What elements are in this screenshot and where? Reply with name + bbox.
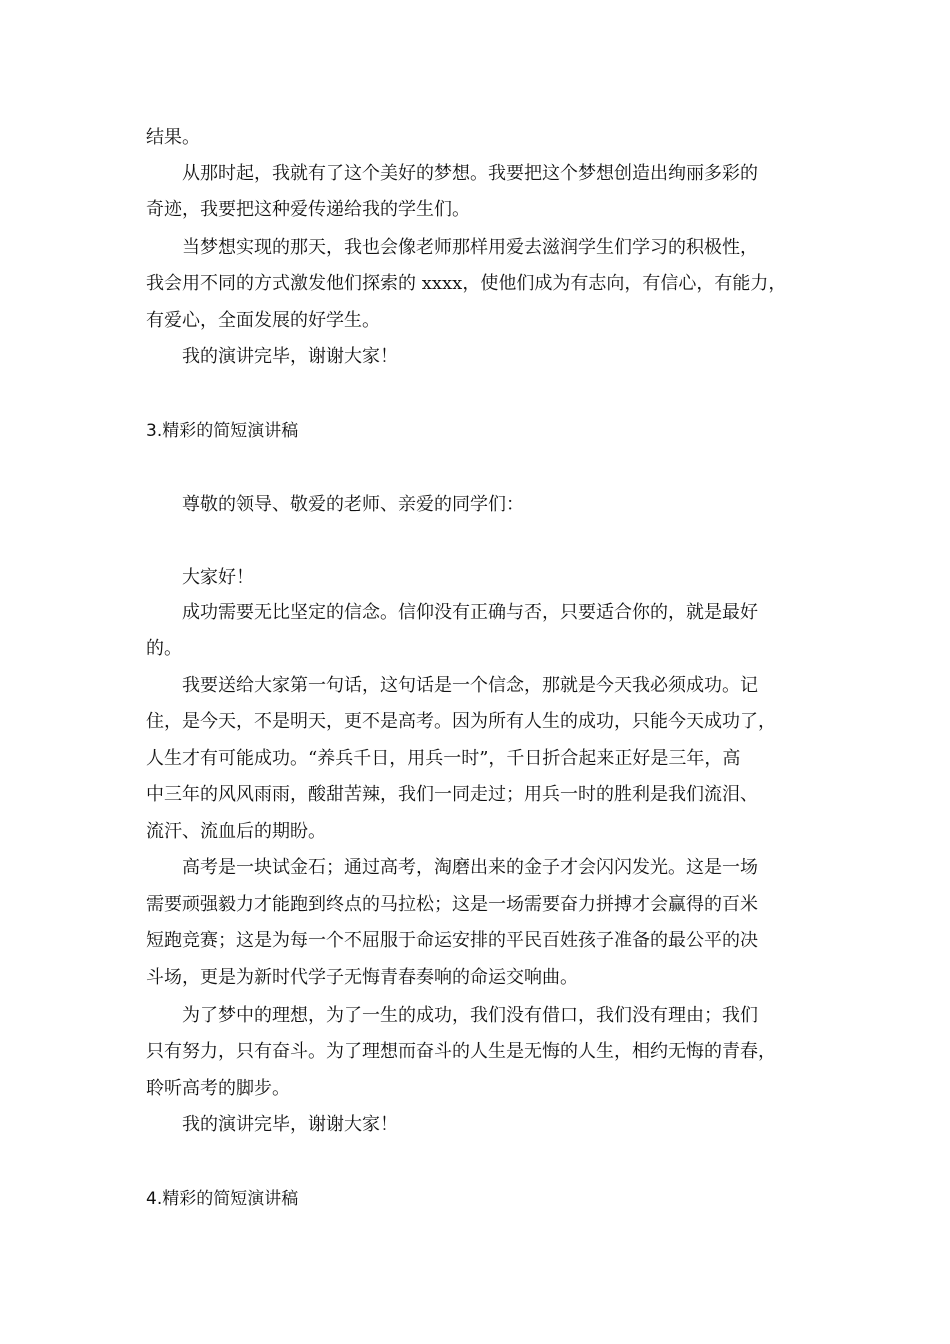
paragraph-line: 短跑竞赛；这是为每一个不屈服于命运安排的平民百姓孩子准备的最公平的决: [146, 930, 758, 951]
paragraph-line: 斗场，更是为新时代学子无悔青春奏响的命运交响曲。: [146, 967, 578, 988]
paragraph-line: 需要顽强毅力才能跑到终点的马拉松；这是一场需要奋力拼搏才会赢得的百米: [146, 894, 758, 915]
paragraph-line: 结果。: [146, 127, 200, 148]
paragraph-line: 流汗、流血后的期盼。: [146, 821, 326, 842]
paragraph-line: 聆听高考的脚步。: [146, 1078, 290, 1099]
paragraph-line: 中三年的风风雨雨，酸甜苦辣，我们一同走过；用兵一时的胜利是我们流泪、: [146, 784, 758, 805]
paragraph-line: 从那时起，我就有了这个美好的梦想。我要把这个梦想创造出绚丽多彩的: [182, 163, 758, 184]
paragraph-line: 我会用不同的方式激发他们探索的 xxxx，使他们成为有志向，有信心，有能力，: [146, 273, 787, 294]
closing-line: 我的演讲完毕，谢谢大家！: [182, 346, 398, 367]
paragraph-line: 人生才有可能成功。“养兵千日，用兵一时”，千日折合起来正好是三年，高: [146, 748, 741, 769]
paragraph-line: 高考是一块试金石；通过高考，淘磨出来的金子才会闪闪发光。这是一场: [182, 857, 758, 878]
paragraph-line: 的。: [146, 638, 182, 659]
paragraph-line: 为了梦中的理想，为了一生的成功，我们没有借口，我们没有理由；我们: [182, 1005, 758, 1026]
salutation-line: 尊敬的领导、敬爱的老师、亲爱的同学们：: [182, 494, 524, 515]
paragraph-line: 奇迹，我要把这种爱传递给我的学生们。: [146, 199, 470, 220]
greeting-line: 大家好！: [182, 567, 254, 588]
section-heading: 4.精彩的简短演讲稿: [146, 1189, 299, 1209]
paragraph-line: 住，是今天，不是明天，更不是高考。因为所有人生的成功，只能今天成功了，: [146, 711, 776, 732]
paragraph-line: 有爱心，全面发展的好学生。: [146, 310, 380, 331]
closing-line: 我的演讲完毕，谢谢大家！: [182, 1114, 398, 1135]
paragraph-line: 我要送给大家第一句话，这句话是一个信念，那就是今天我必须成功。记: [182, 675, 758, 696]
section-heading: 3.精彩的简短演讲稿: [146, 421, 299, 441]
paragraph-line: 只有努力，只有奋斗。为了理想而奋斗的人生是无悔的人生，相约无悔的青春，: [146, 1041, 776, 1062]
paragraph-line: 当梦想实现的那天，我也会像老师那样用爱去滋润学生们学习的积极性，: [182, 237, 758, 258]
paragraph-line: 成功需要无比坚定的信念。信仰没有正确与否，只要适合你的，就是最好: [182, 602, 758, 623]
